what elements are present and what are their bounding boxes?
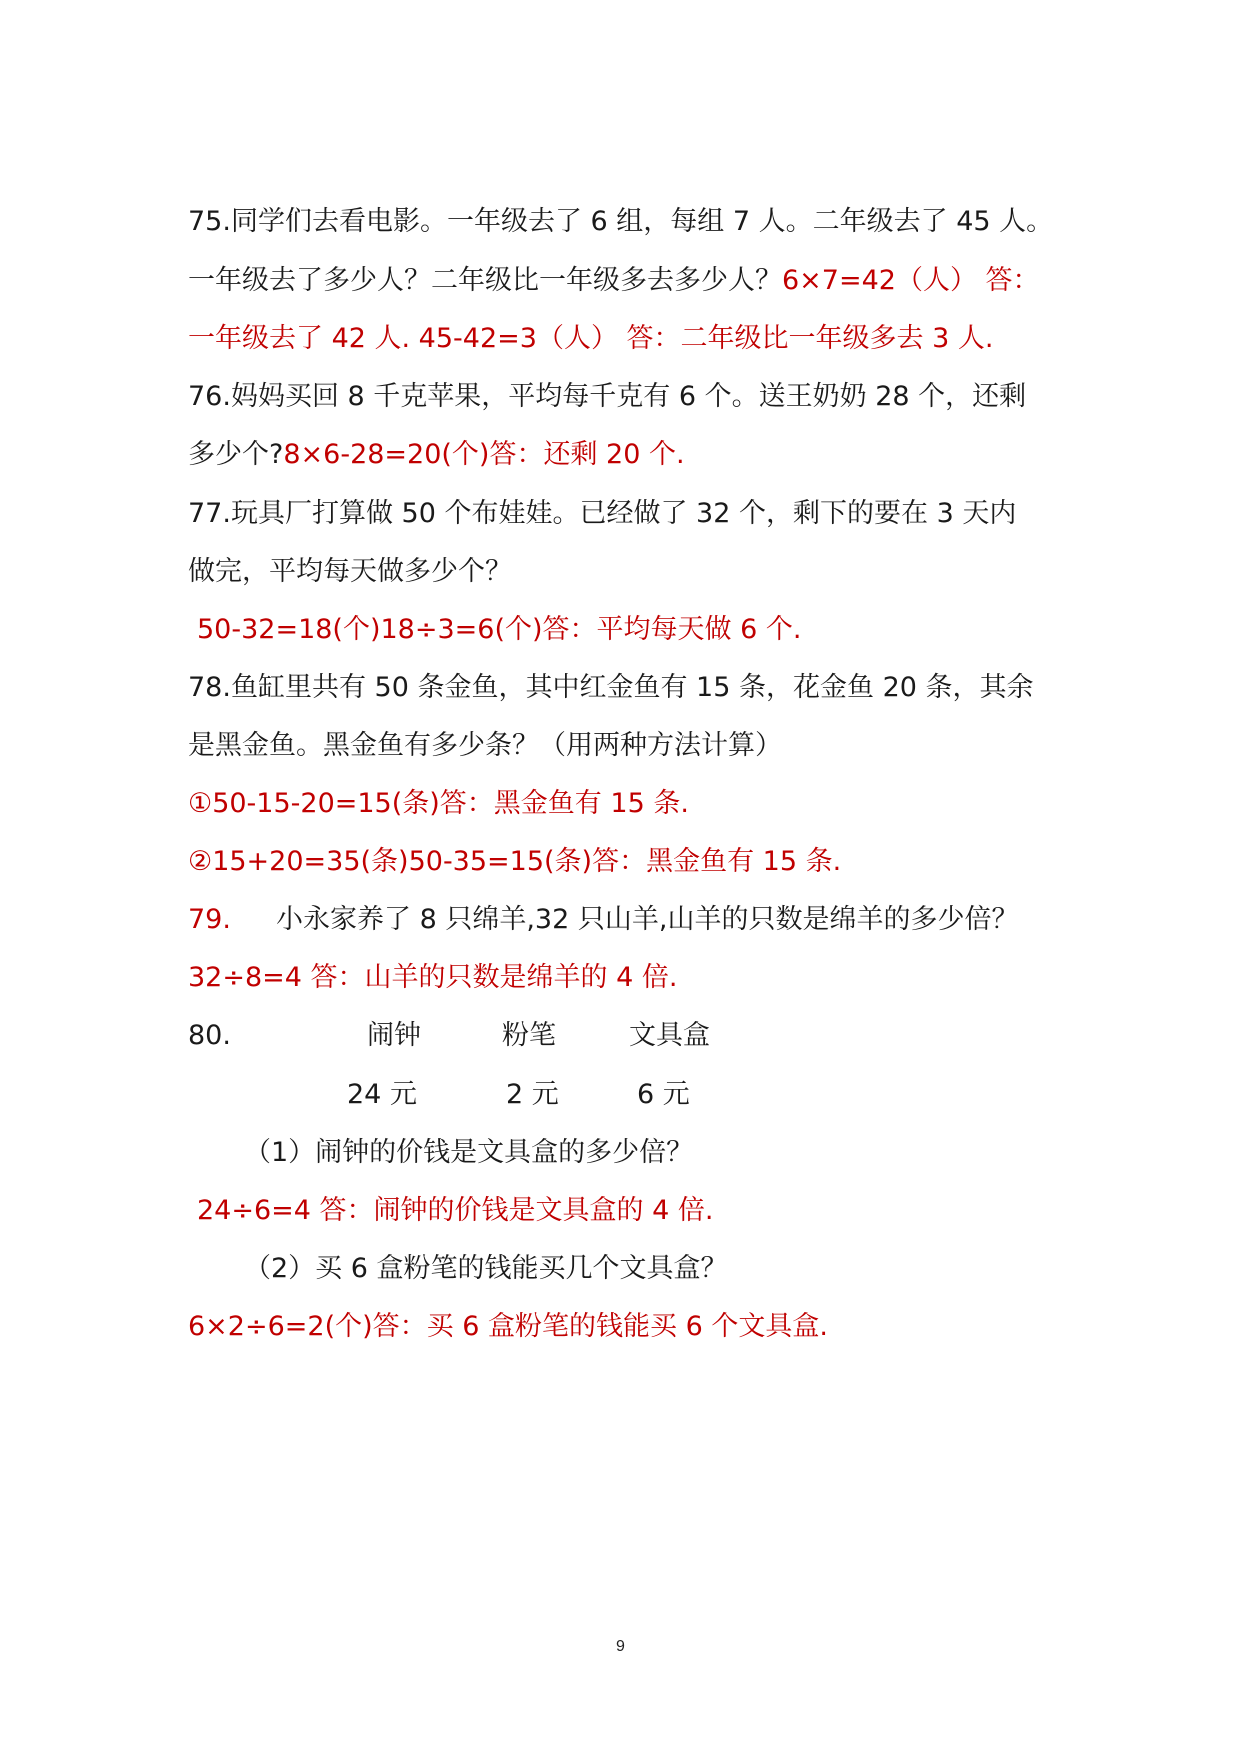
q80-price-pencil-box: 6 元 — [637, 1079, 690, 1110]
q76-line1: 76.妈妈买回 8 千克苹果，平均每千克有 6 个。送王奶奶 28 个，还剩 — [188, 381, 1027, 412]
q80-item-alarm-clock: 闹钟 — [367, 1020, 421, 1051]
q78-line1: 78.鱼缸里共有 50 条金鱼，其中红金鱼有 15 条，花金鱼 20 条，其余 — [188, 672, 1034, 703]
q80-sub-question-2: （2）买 6 盒粉笔的钱能买几个文具盒？ — [244, 1253, 728, 1284]
q75-answer-part1: 6×7=42（人） 答： — [782, 265, 1040, 296]
q75-question: 一年级去了多少人？二年级比一年级多去多少人？ — [188, 265, 782, 296]
q80-number: 80. — [188, 1020, 231, 1051]
q78-line2: 是黑金鱼。黑金鱼有多少条？（用两种方法计算） — [188, 730, 782, 761]
page-number: 9 — [616, 1638, 625, 1655]
q79-question: 小永家养了 8 只绵羊,32 只山羊,山羊的只数是绵羊的多少倍？ — [276, 904, 1019, 935]
q77-line1: 77.玩具厂打算做 50 个布娃娃。已经做了 32 个，剩下的要在 3 天内 — [188, 498, 1017, 529]
q76-answer: 8×6-28=20(个)答：还剩 20 个. — [283, 439, 685, 470]
q76-question: 多少个? — [188, 439, 284, 470]
q80-sub-answer-2: 6×2÷6=2(个)答：买 6 盒粉笔的钱能买 6 个文具盒. — [188, 1311, 828, 1342]
q77-line2: 做完，平均每天做多少个？ — [188, 556, 512, 587]
q75-answer-line: 一年级去了 42 人. 45-42=3（人） 答：二年级比一年级多去 3 人. — [188, 323, 994, 354]
q80-price-chalk: 2 元 — [506, 1079, 559, 1110]
q80-sub-answer-1: 24÷6=4 答：闹钟的价钱是文具盒的 4 倍. — [197, 1195, 714, 1226]
q76-line2 — [188, 435, 1068, 475]
q80-item-chalk: 粉笔 — [502, 1020, 556, 1051]
q80-sub-question-1: （1）闹钟的价钱是文具盒的多少倍？ — [244, 1137, 694, 1168]
q79-number: 79. — [188, 904, 231, 935]
q80-price-alarm-clock: 24 元 — [347, 1079, 417, 1110]
q77-answer: 50-32=18(个)18÷3=6(个)答：平均每天做 6 个. — [197, 614, 802, 645]
q78-answer2: ②15+20=35(条)50-35=15(条)答：黑金鱼有 15 条. — [188, 846, 842, 877]
q75-line1: 75.同学们去看电影。一年级去了 6 组，每组 7 人。二年级去了 45 人。 — [188, 206, 1054, 237]
q75-line2 — [188, 261, 1068, 301]
q79-answer: 32÷8=4 答：山羊的只数是绵羊的 4 倍. — [188, 962, 678, 993]
q80-item-pencil-box: 文具盒 — [629, 1020, 710, 1051]
q78-answer1: ①50-15-20=15(条)答：黑金鱼有 15 条. — [188, 788, 689, 819]
